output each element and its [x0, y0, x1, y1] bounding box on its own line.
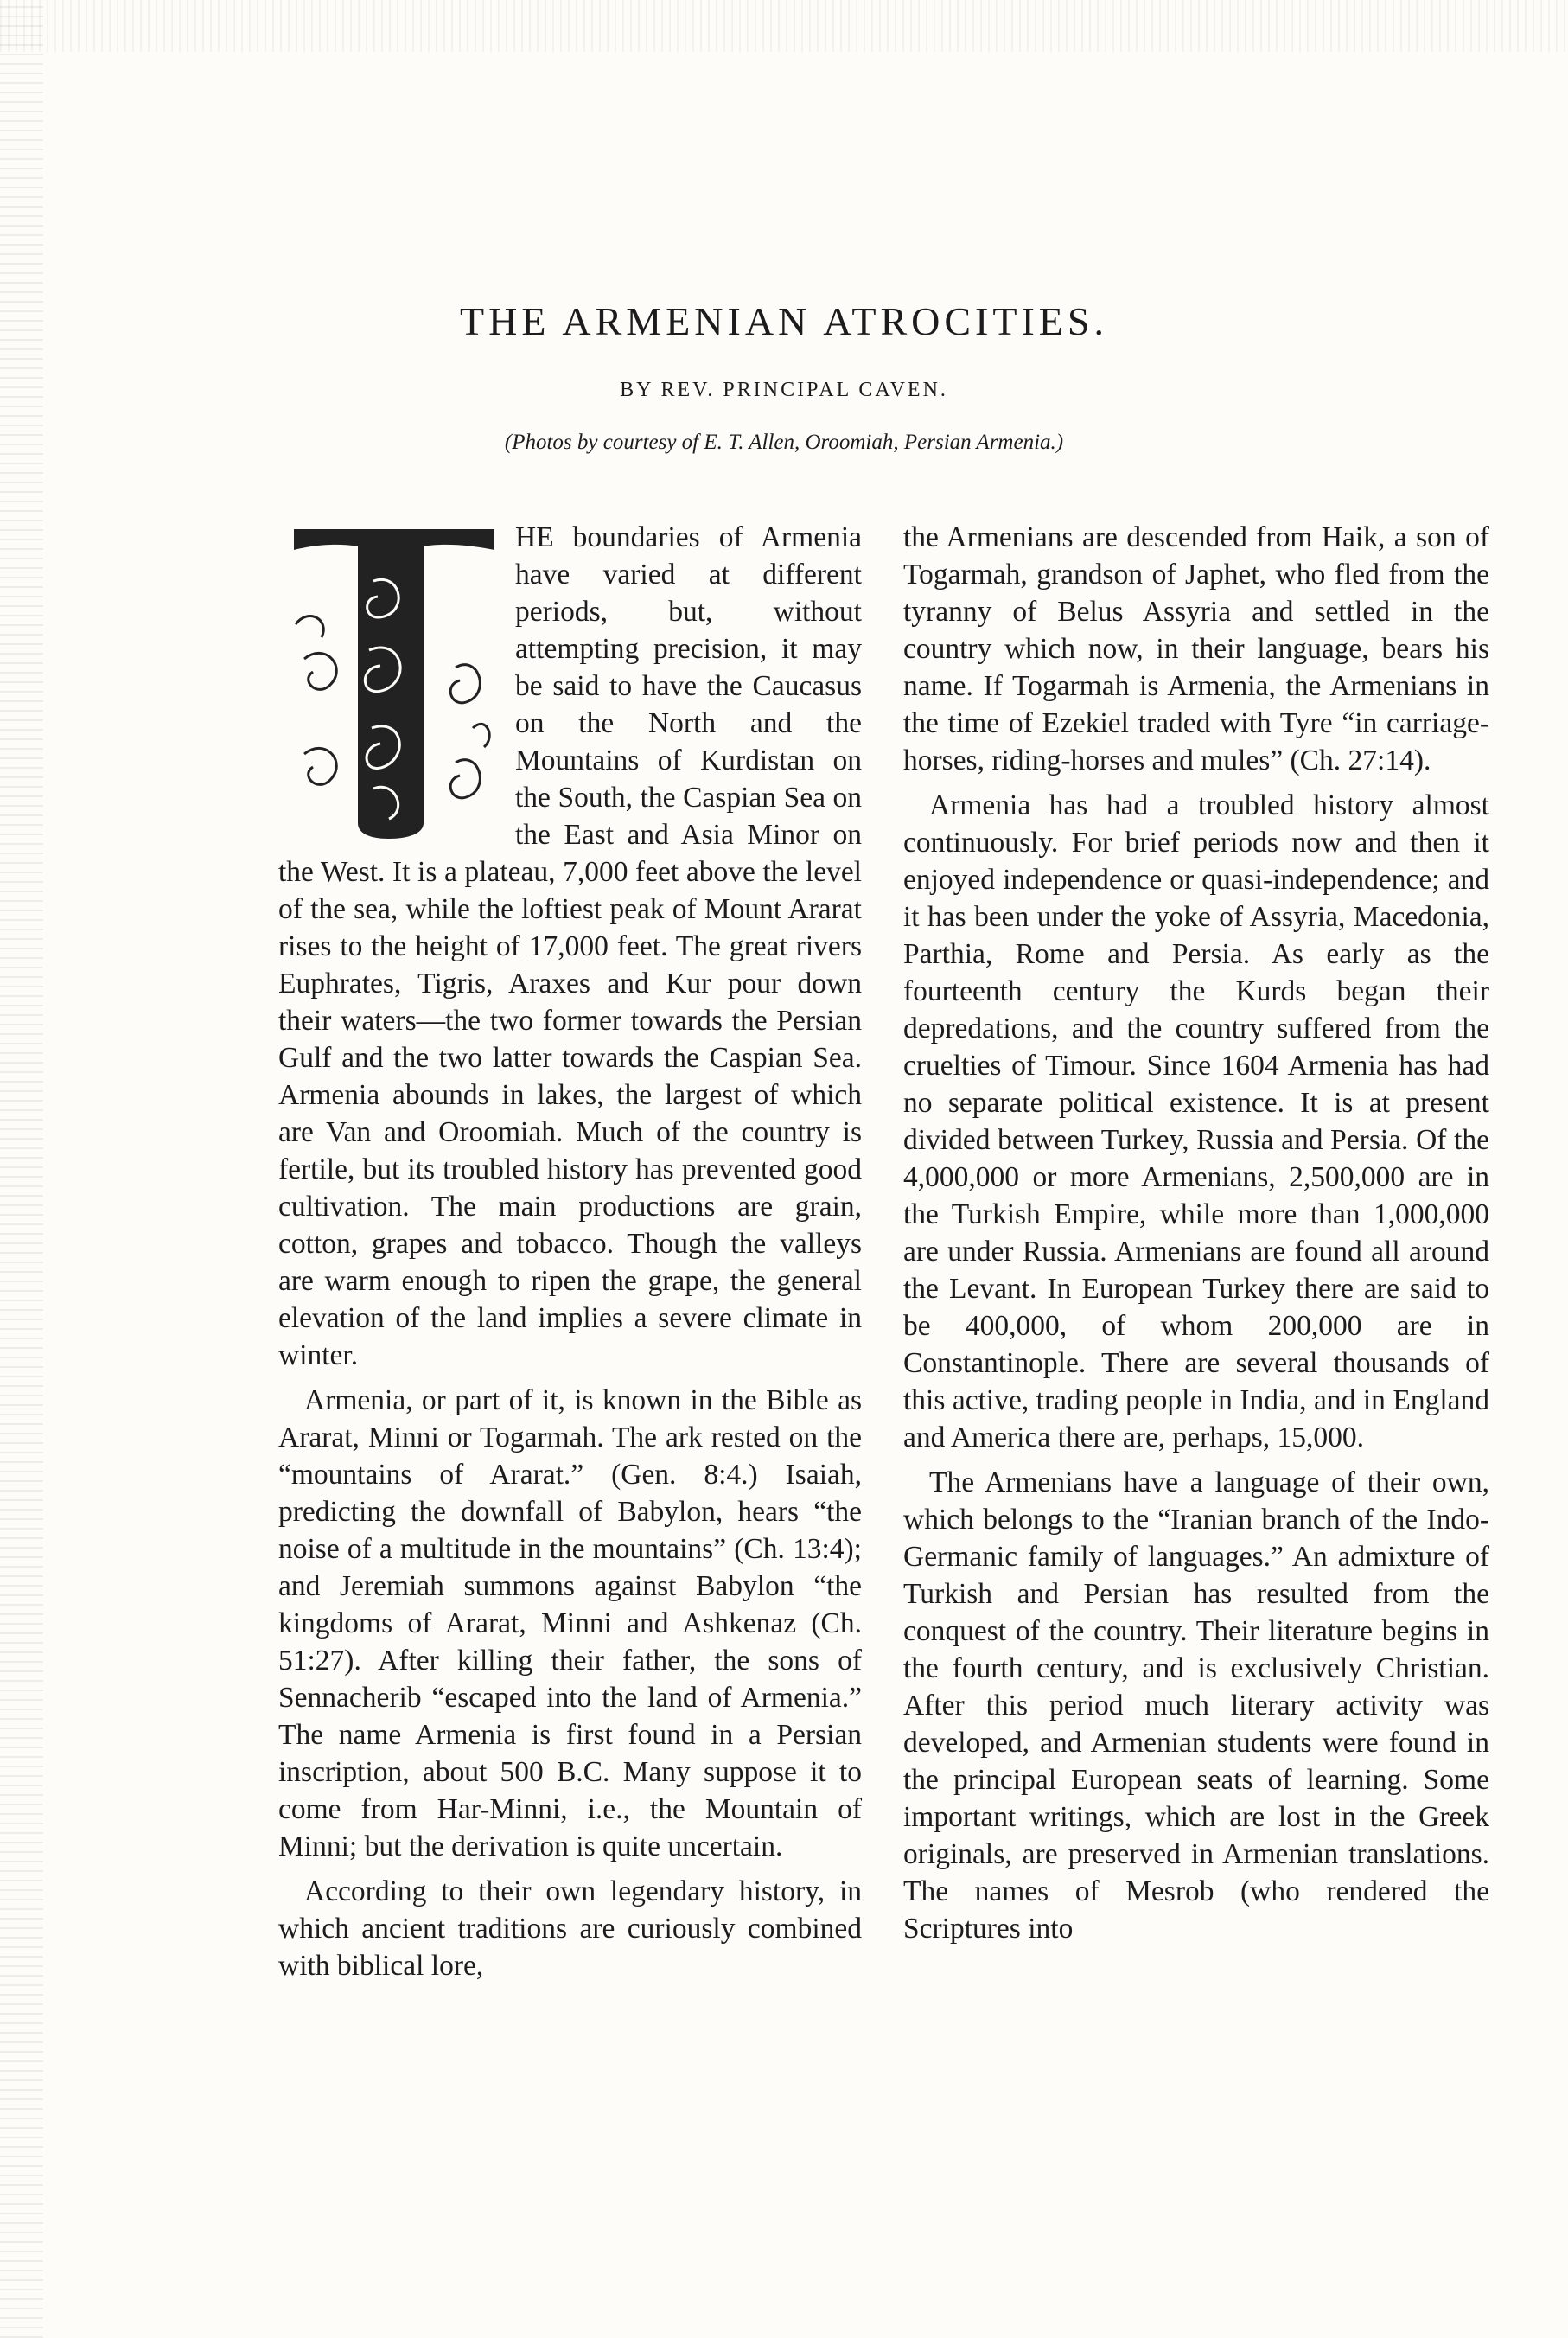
scan-edge-top	[0, 0, 1568, 52]
article-byline: BY REV. PRINCIPAL CAVEN.	[620, 379, 948, 401]
left-column	[278, 519, 862, 1992]
right-column	[903, 519, 1489, 1955]
paragraph: The Armenians have a language of their own, which belongs to the “Iranian branch of the Indo-Germanic family of languages.” An admixture of Turkish and Persian has resulted from the conquest of the country. Their literature begins in the fourth century, and is exclusively Christian. After this period much literary activity was developed, and Armenian students were found in the principal European seats of learning. Some important writings, which are lost in the Greek originals, are preserved in Armenian translations. The names of Mesrob (who rendered the Scriptures into	[903, 1466, 1489, 1945]
paragraph: According to their own legendary history, in which ancient traditions are curiously combined with biblical lore,	[278, 1875, 862, 1982]
paragraph: Armenia, or part of it, is known in the Bible as Ararat, Minni or Togarmah. The ark rested on the “mountains of Ararat.” (Gen. 8:4.) Isaiah, predicting the downfall of Babylon, hears “the noise of a multitude in the mountains” (Ch. 13:4); and Jeremiah summons against Babylon “the kingdoms of Ararat, Minni and Ashkenaz (Ch. 51:27). After killing their father, the sons of Sennacherib “escaped into the land of Armenia.” The name Armenia is first found in a Persian inscription, about 500 B.C. Many suppose it to come from Har-Minni, i.e., the Mountain of Minni; but the derivation is quite uncertain.	[278, 1384, 862, 1862]
paragraph: the Armenians are descended from Haik, a son of Togarmah, grandson of Japhet, who fled from the tyranny of Belus Assyria and settled in the country which now, in their language, bears his name. If Togarmah is Armenia, the Armenians in the time of Ezekiel traded with Tyre “in carriage-horses, riding-horses and mules” (Ch. 27:14).	[903, 521, 1489, 776]
paragraph: Armenia has had a troubled history almost continuously. For brief periods now and then it enjoyed independence or quasi-independence; and it has been under the yoke of Assyria, Macedonia, Parthia, Rome and Persia. As early as the fourteenth century the Kurds began their depredations, and the country suffered from the cruelties of Timour. Since 1604 Armenia has had no separate political existence. It is at present divided between Turkey, Russia and Persia. Of the 4,000,000 or more Armenians, 2,500,000 are in the Turkish Empire, while more than 1,000,000 are under Russia. Armenians are found all around the Levant. In European Turkey there are said to be 400,000, of whom 200,000 are in Constantinople. There are several thousands of this active, trading people in India, and in England and America there are, perhaps, 15,000.	[903, 789, 1489, 1453]
decorative-drop-cap	[278, 521, 501, 842]
article-title: THE ARMENIAN ATROCITIES.	[460, 299, 1108, 343]
paragraph: HE boundaries of Armenia have varied at different periods, but, without attempting precision, it may be said to have the Caucasus on the North and the Mountains of Kurdistan on the South, the Caspian Sea on the East and Asia Minor on the West. It is a plateau, 7,000 feet above the level of the sea, while the loftiest peak of Mount Ararat rises to the height of 17,000 feet. The great rivers Euphrates, Tigris, Araxes and Kur pour down their waters—the two former towards the Persian Gulf and the two latter towards the Caspian Sea. Armenia abounds in lakes, the largest of which are Van and Oroomiah. Much of the country is fertile, but its troubled history has prevented good cultivation. The main productions are grain, cotton, grapes and tobacco. Though the valleys are warm enough to ripen the grape, the general elevation of the land implies a severe climate in winter.	[278, 521, 862, 1371]
scan-edge-left	[0, 0, 43, 2338]
photo-credit: (Photos by courtesy of E. T. Allen, Oroomiah, Persian Armenia.)	[504, 431, 1064, 454]
